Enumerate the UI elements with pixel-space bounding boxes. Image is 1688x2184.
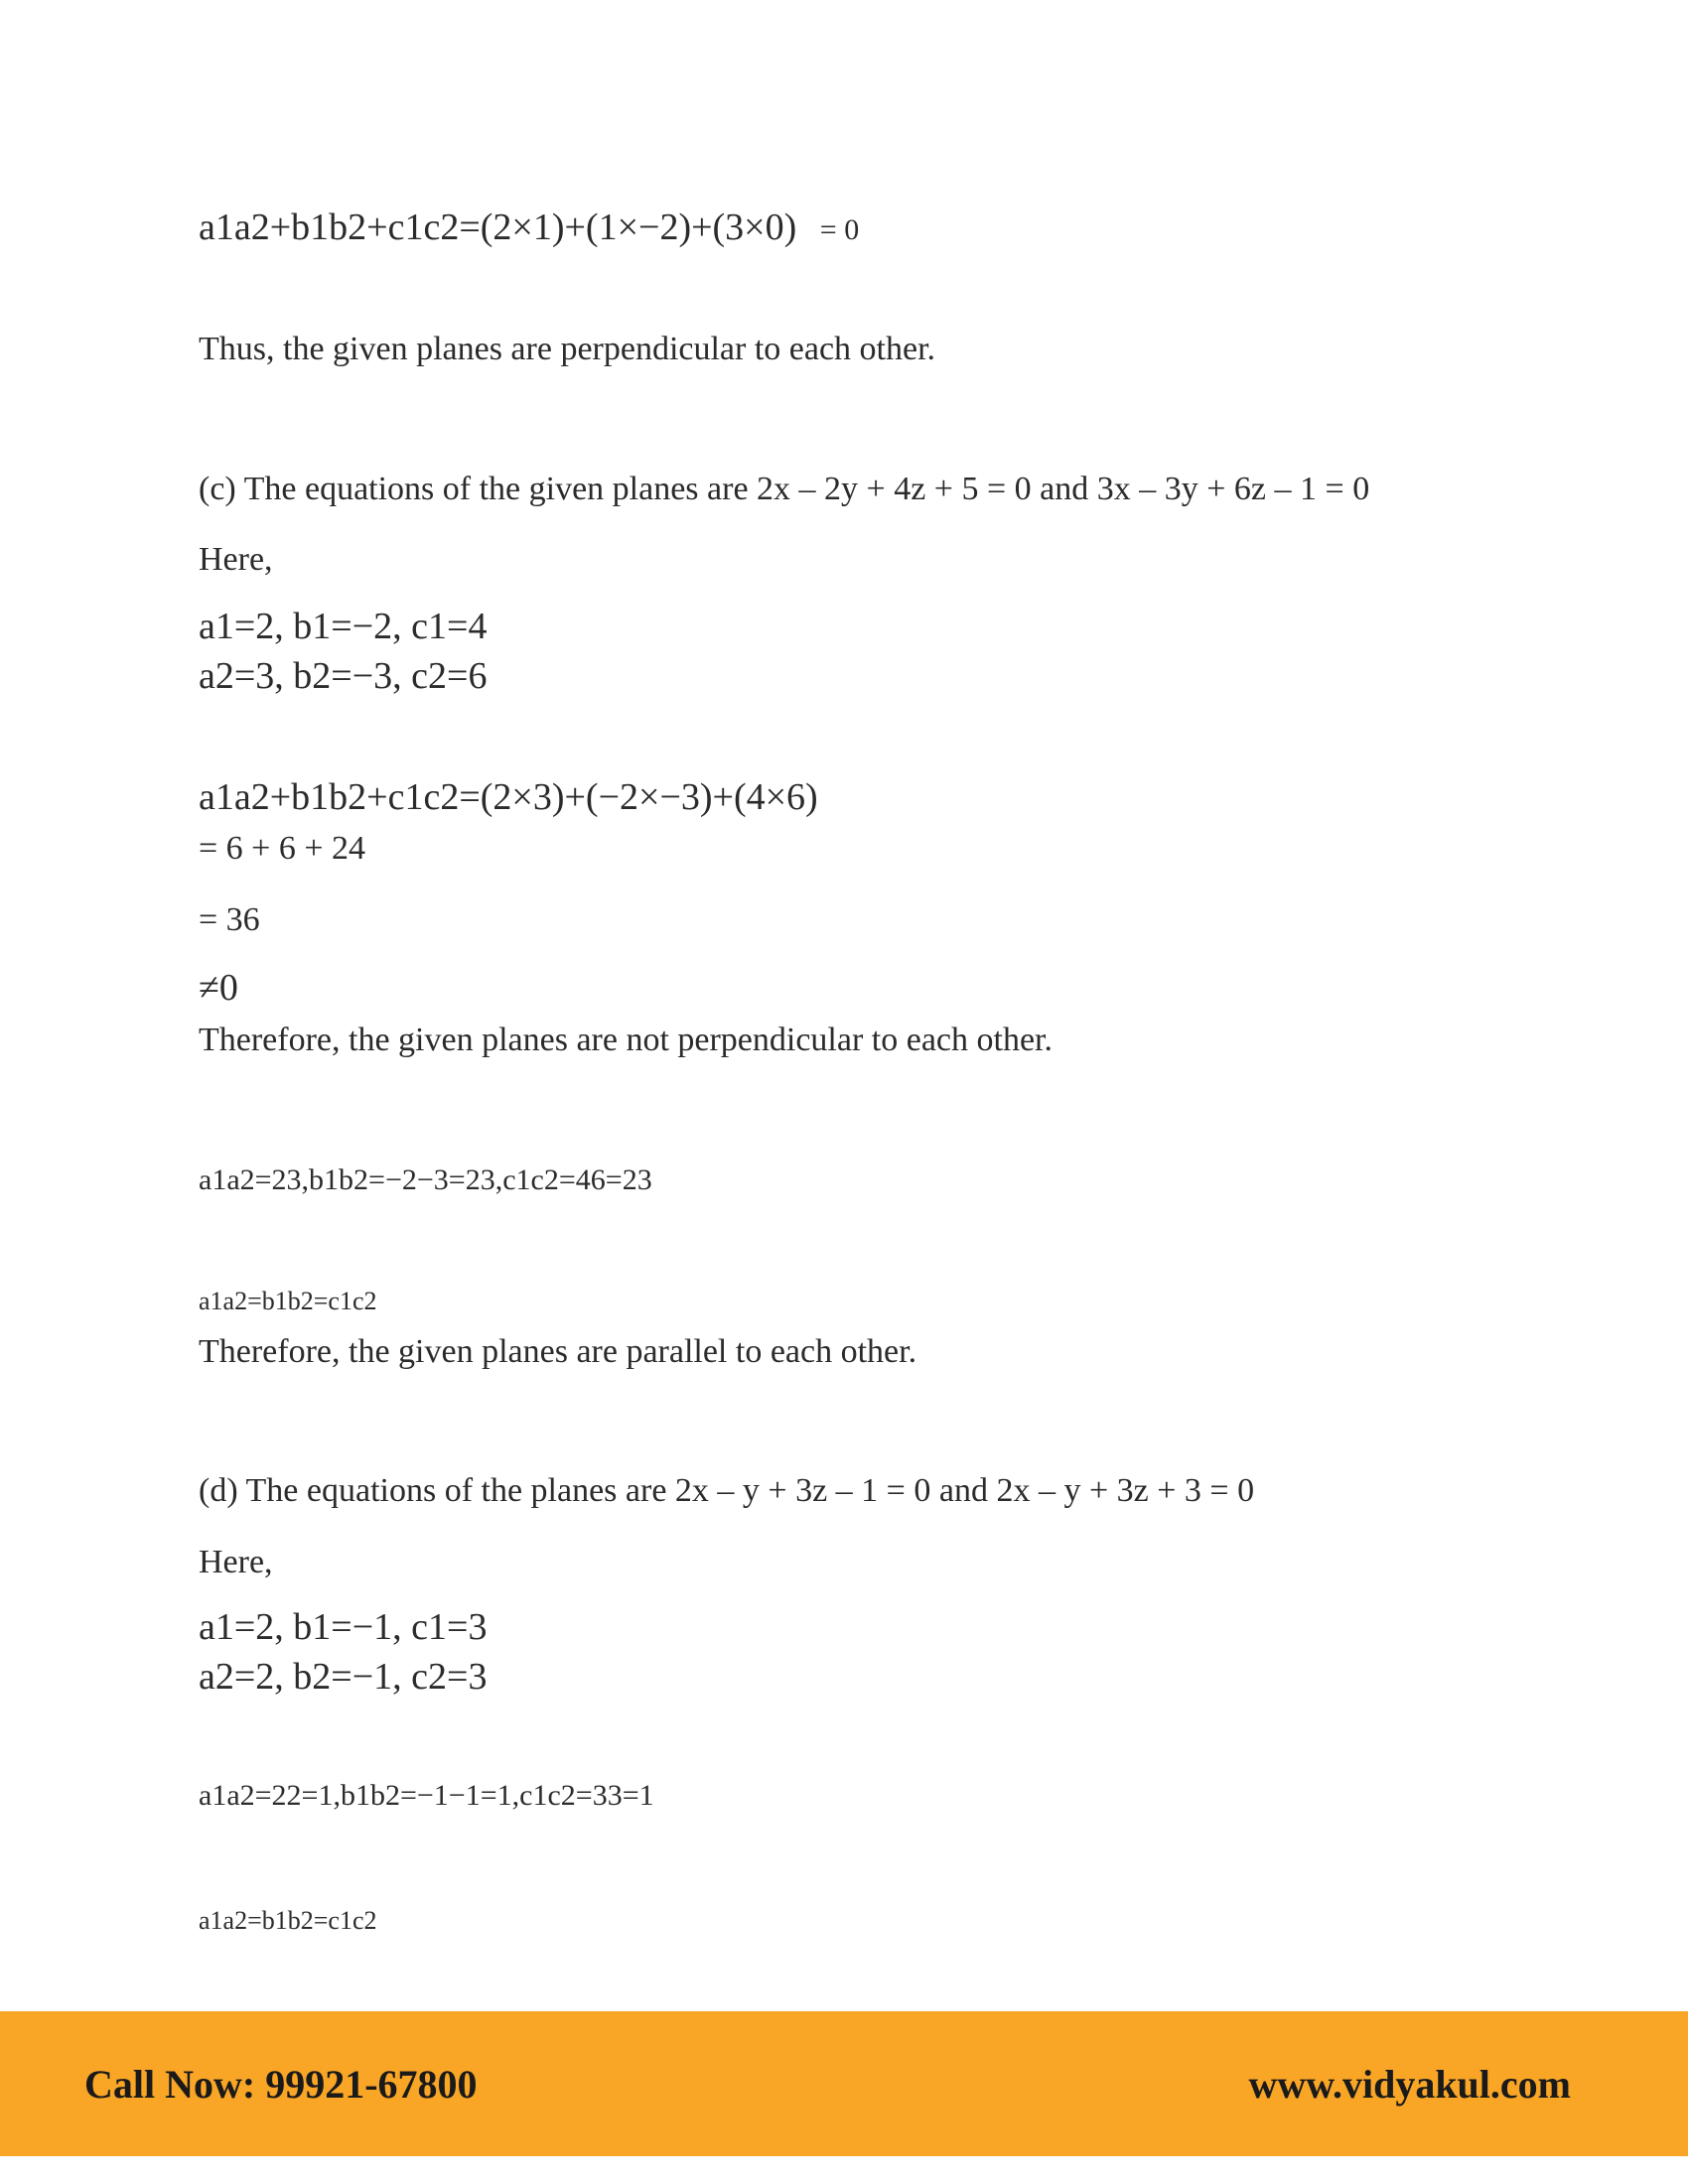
ratios-d: a1a2=22=1,b1b2=−1−1=1,c1c2=33=1 bbox=[199, 1779, 654, 1812]
coefficients-plane2-d: a2=2, b2=−1, c2=3 bbox=[199, 1656, 488, 1698]
footer-banner bbox=[0, 2011, 1688, 2156]
not-equal-zero: ≠0 bbox=[199, 967, 238, 1009]
ratios-equal-c: a1a2=b1b2=c1c2 bbox=[199, 1287, 377, 1315]
footer-website-link[interactable]: www.vidyakul.com bbox=[1248, 2061, 1571, 2107]
coefficients-plane1-c: a1=2, b1=−2, c1=4 bbox=[199, 606, 488, 647]
part-c-heading: (c) The equations of the given planes are 2x – 2y + 4z + 5 = 0 and 3x – 3y + 6z – 1 = 0 bbox=[199, 471, 1370, 507]
equation-dot-product-b bbox=[199, 208, 859, 246]
here-label-d: Here, bbox=[199, 1544, 273, 1580]
here-label-c: Here, bbox=[199, 541, 273, 578]
equation-text: a1a2+b1b2+c1c2=(2×1)+(1×−2)+(3×0) bbox=[199, 206, 797, 248]
conclusion-not-perpendicular: Therefore, the given planes are not perpendicular to each other. bbox=[199, 1022, 1053, 1058]
coefficients-plane1-d: a1=2, b1=−1, c1=3 bbox=[199, 1606, 488, 1648]
dot-product-total-c: = 36 bbox=[199, 901, 260, 938]
conclusion-perpendicular: Thus, the given planes are perpendicular to each other. bbox=[199, 331, 936, 367]
part-d-heading: (d) The equations of the planes are 2x – y + 3z – 1 = 0 and 2x – y + 3z + 3 = 0 bbox=[199, 1472, 1255, 1509]
conclusion-parallel-c: Therefore, the given planes are parallel to each other. bbox=[199, 1333, 917, 1370]
ratios-equal-d: a1a2=b1b2=c1c2 bbox=[199, 1906, 377, 1935]
footer-phone[interactable]: Call Now: 99921-67800 bbox=[84, 2061, 478, 2107]
dot-product-sum-c: = 6 + 6 + 24 bbox=[199, 830, 366, 867]
equation-result: = 0 bbox=[819, 213, 860, 246]
ratios-c: a1a2=23,b1b2=−2−3=23,c1c2=46=23 bbox=[199, 1163, 652, 1196]
coefficients-plane2-c: a2=3, b2=−3, c2=6 bbox=[199, 655, 488, 697]
dot-product-c: a1a2+b1b2+c1c2=(2×3)+(−2×−3)+(4×6) bbox=[199, 776, 818, 818]
